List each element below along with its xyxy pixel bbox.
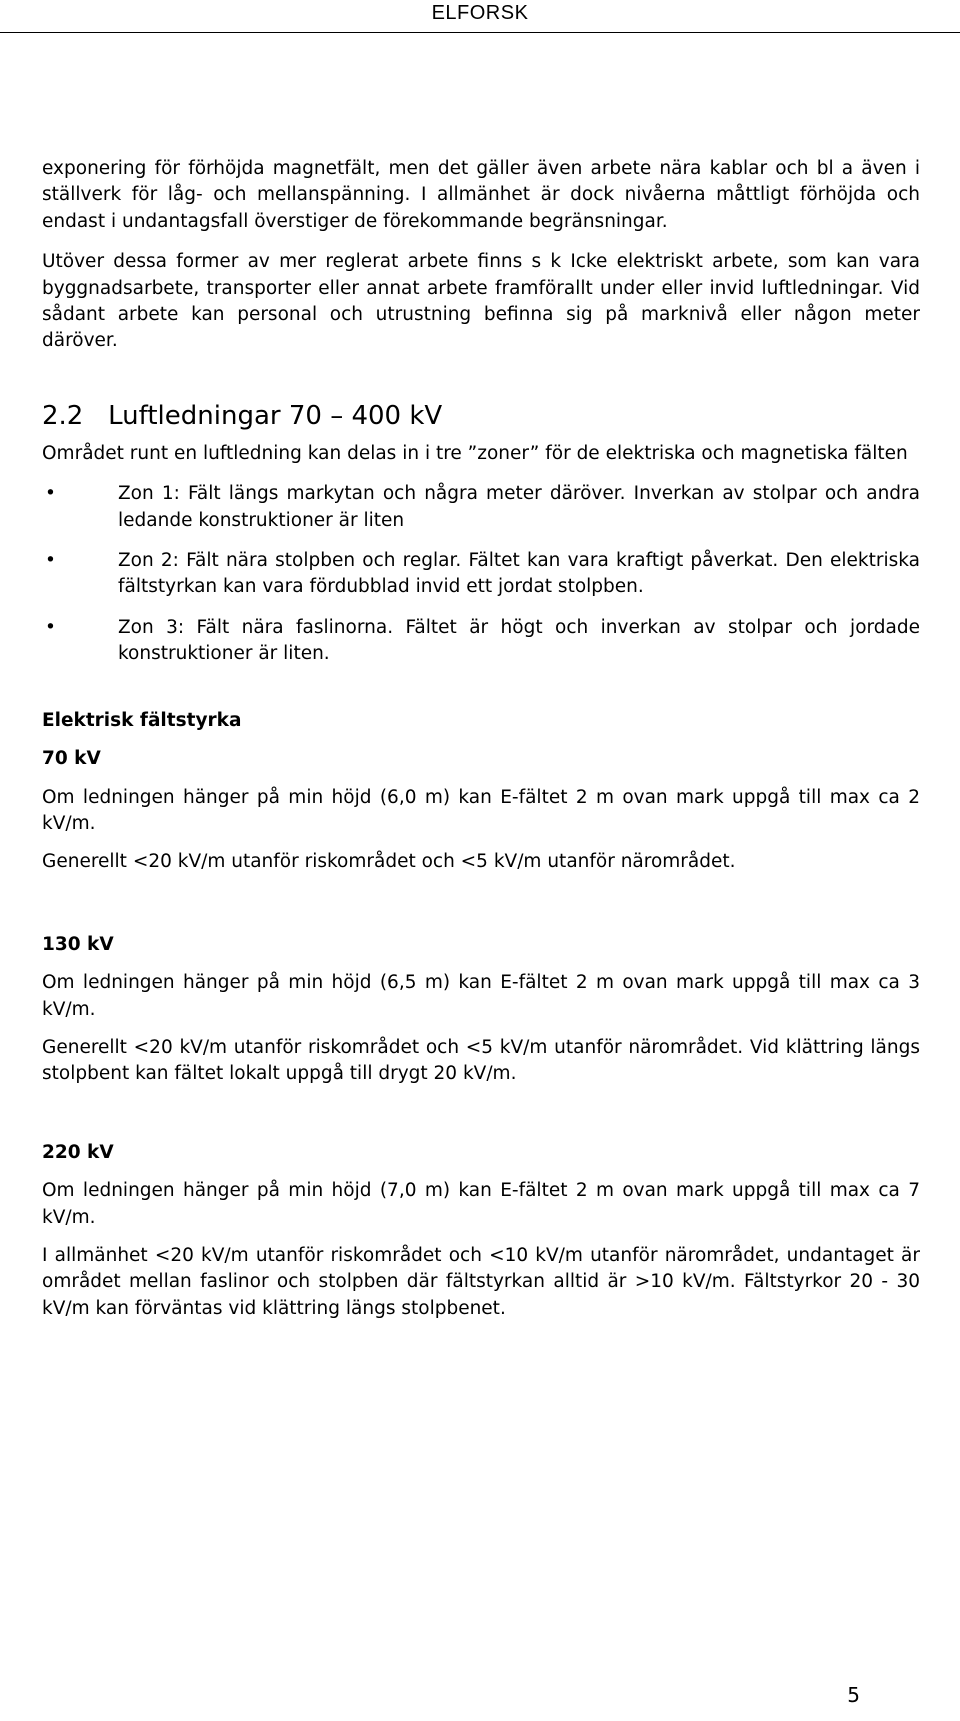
kv70-paragraph-1: Om ledningen hänger på min höjd (6,0 m) kan E-fältet 2 m ovan mark uppgå till max ca 2 kV/m. <box>42 786 920 834</box>
zone-item-2 <box>42 548 920 601</box>
paragraph-exposure: exponering för förhöjda magnetfält, men det gäller även arbete nära kablar och bl a även i ställverk för låg- och mellanspänning. I allmänhet är dock nivåerna måttligt förhöjda och endast i undantagsfall överstiger de förekommande begränsningar. <box>42 158 920 232</box>
zone-text: Zon 3: Fält nära faslinorna. Fältet är högt och inverkan av stolpar och jordade konstruktioner är liten. <box>118 616 920 665</box>
zone-item-3 <box>42 615 920 668</box>
kv70-heading: 70 kV <box>42 748 101 770</box>
section-intro: Området runt en luftledning kan delas in i tre ”zoner” för de elektriska och magnetiska fälten <box>42 442 908 464</box>
zone-text: Zon 2: Fält nära stolpben och reglar. Fältet kan vara kraftigt påverkat. Den elektriska fältstyrkan kan vara fördubblad invid ett jordat stolpben. <box>118 550 920 598</box>
zone-item-1 <box>42 481 920 534</box>
kv220-paragraph-2: I allmänhet <20 kV/m utanför riskområdet och <10 kV/m utanför närområdet, undantaget är området mellan faslinor och stolpben där fältstyrkan alltid är >10 kV/m. Fältstyrkor 20 - 30 kV/m kan förväntas vid klättring längs stolpbenet. <box>42 1244 920 1319</box>
bullet-icon: • <box>45 616 56 638</box>
kv130-heading: 130 kV <box>42 933 114 955</box>
efield-heading: Elektrisk fältstyrka <box>42 709 242 731</box>
section-title: Luftledningar 70 – 400 kV <box>108 400 443 431</box>
kv70-paragraph-2: Generellt <20 kV/m utanför riskområdet och <5 kV/m utanför närområdet. <box>42 851 736 873</box>
header-title: ELFORSK <box>431 2 529 24</box>
kv130-paragraph-1: Om ledningen hänger på min höjd (6,5 m) kan E-fältet 2 m ovan mark uppgå till max ca 3 kV/m. <box>42 972 920 1020</box>
paragraph-non-electrical-work: Utöver dessa former av mer reglerat arbete finns s k Icke elektriskt arbete, som kan vara byggnadsarbete, transporter eller annat arbete framförallt under eller invid luftledningar. Vid sådant arbete kan personal och utrustning befinna sig på marknivå eller någon meter däröver. <box>42 251 920 352</box>
section-number: 2.2 <box>42 400 84 431</box>
zone-list <box>42 481 920 667</box>
kv130-paragraph-2: Generellt <20 kV/m utanför riskområdet och <5 kV/m utanför närområdet. Vid klättring längs stolpbent kan fältet lokalt uppgå till drygt 20 kV/m. <box>42 1036 920 1085</box>
document-body <box>42 156 920 1322</box>
bullet-icon: • <box>45 550 56 572</box>
page-number: 5 <box>847 1683 860 1707</box>
kv220-paragraph-1: Om ledningen hänger på min höjd (7,0 m) kan E-fältet 2 m ovan mark uppgå till max ca 7 kV/m. <box>42 1180 920 1228</box>
zone-text: Zon 1: Fält längs markytan och några meter däröver. Inverkan av stolpar och andra ledande konstruktioner är liten <box>118 483 920 531</box>
bullet-icon: • <box>45 483 56 505</box>
section-heading <box>42 401 920 431</box>
kv220-heading: 220 kV <box>42 1141 114 1163</box>
page-header <box>0 0 960 33</box>
